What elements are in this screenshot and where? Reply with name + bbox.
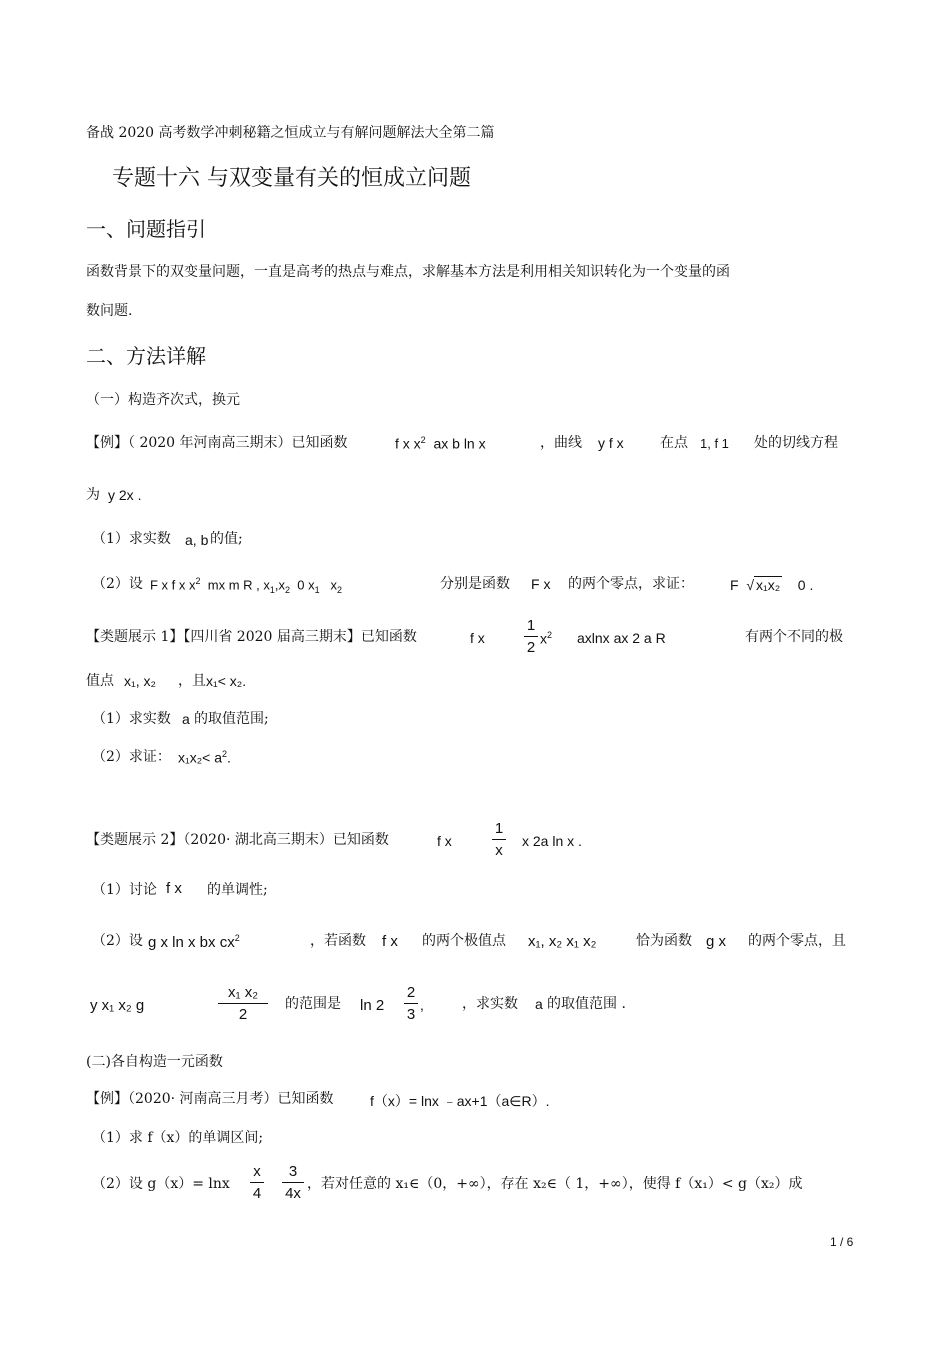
fraction: 1 x	[492, 820, 506, 859]
formula: y x₁ x₂ g	[90, 997, 145, 1014]
page-number: 1 / 6	[830, 1235, 854, 1249]
fraction: x 4	[250, 1163, 264, 1202]
question-text: （1）求实数	[92, 711, 171, 727]
formula: g x	[706, 933, 727, 950]
formula: a, b	[185, 532, 209, 548]
formula: a	[182, 711, 190, 727]
example-text: ，曲线	[540, 435, 582, 451]
subsection-heading: （一）构造齐次式，换元	[86, 392, 240, 408]
question-text: ，若函数	[310, 933, 366, 949]
question-text: 的取值范围 .	[547, 996, 626, 1012]
question-text: 的单调性;	[207, 882, 268, 898]
question-text: （2）设	[92, 576, 143, 592]
question-text: 的两个零点，求证：	[568, 576, 694, 592]
formula: $x_1x_2< a^2$.	[178, 749, 231, 766]
formula: F √ x₁x₂ 0 .	[730, 577, 814, 593]
paragraph: 函数背景下的双变量问题，一直是高考的热点与难点，求解基本方法是利用相关知识转化为一个变量的函	[86, 264, 730, 280]
example-text: 在点	[660, 435, 688, 451]
formula: axlnx ax 2 a R	[577, 630, 666, 646]
section-heading-2: 二、方法详解	[86, 344, 206, 368]
fraction: x₁ x₂ 2	[218, 984, 268, 1023]
question-text: （1）求实数	[92, 531, 171, 547]
formula: F x	[531, 576, 551, 592]
question-text: 的两个极值点	[422, 933, 506, 949]
question-text: 的两个零点，且	[748, 933, 846, 949]
exercise-text: 【类题展示 2】（2020· 湖北高三期末）已知函数	[86, 832, 389, 848]
question-text: （2）设 g（x）= lnx	[92, 1176, 230, 1192]
exercise-text: 有两个不同的极	[745, 629, 843, 645]
formula: f（x）= lnx ﹣ax+1（a∈R）.	[370, 1093, 550, 1109]
question-text: （2）求证：	[92, 749, 171, 765]
formula: 1, f 1	[700, 436, 729, 451]
example-text: 处的切线方程	[754, 435, 838, 451]
page-title: 专题十六 与双变量有关的恒成立问题	[112, 166, 471, 191]
formula: F x f x $x^2$ mx m R , $x_1,x_2$ 0 $x_1$ $x_2$	[150, 576, 342, 595]
question-text: （1）求 f（x）的单调区间;	[92, 1130, 264, 1146]
example-text: 【例】（2020· 河南高三月考）已知函数	[86, 1091, 334, 1107]
formula: a	[535, 996, 543, 1012]
formula: f x	[437, 833, 452, 849]
formula: x₁< x₂.	[206, 673, 247, 689]
question-text: 的范围是	[285, 996, 341, 1012]
example-text: 为	[86, 487, 100, 503]
formula: ,	[420, 997, 424, 1013]
question-text: （1）讨论	[92, 882, 157, 898]
question-text: 的取值范围;	[194, 711, 269, 727]
formula: f x	[382, 933, 398, 950]
section-heading-1: 一、问题指引	[86, 217, 206, 241]
formula: f x $x^2$ ax b ln x	[395, 435, 486, 452]
formula: x 2a ln x .	[522, 833, 582, 849]
formula: x₁, x₂ x₁ x₂	[528, 933, 597, 950]
formula: f x	[166, 880, 182, 897]
subsection-heading: (二)各自构造一元函数	[86, 1054, 223, 1070]
formula: g x ln x bx $cx^2$	[148, 933, 240, 951]
fraction: 2 3	[404, 984, 418, 1023]
fraction: 1 2	[524, 617, 538, 656]
exercise-text: 值点	[86, 673, 114, 689]
example-text: 【例】（ 2020 年河南高三期末）已知函数	[86, 435, 348, 451]
question-text: 恰为函数	[636, 933, 692, 949]
exercise-text: 【类题展示 1】【四川省 2020 届高三期末】已知函数	[86, 629, 417, 645]
fraction: 3 4x	[282, 1163, 304, 1202]
exercise-text: ，且	[178, 673, 206, 689]
formula: f x	[470, 630, 485, 646]
question-text: （2）设	[92, 933, 143, 949]
question-text: 分别是函数	[440, 576, 510, 592]
question-text: ，若对任意的 x₁∈（0，+∞），存在 x₂∈（ 1，+∞），使得 f（x₁）< g（x₂）成	[307, 1176, 803, 1192]
question-text: ，求实数	[462, 996, 518, 1012]
formula: y f x	[598, 435, 624, 451]
formula: $x^2$	[540, 630, 553, 647]
formula: ln 2	[360, 997, 385, 1014]
question-text: 的值;	[210, 531, 243, 547]
formula: x₁, x₂	[124, 673, 156, 689]
formula: y 2x .	[108, 487, 142, 503]
doc-header: 备战 2020 高考数学冲刺秘籍之恒成立与有解问题解法大全第二篇	[86, 125, 495, 141]
paragraph: 数问题.	[86, 303, 133, 319]
